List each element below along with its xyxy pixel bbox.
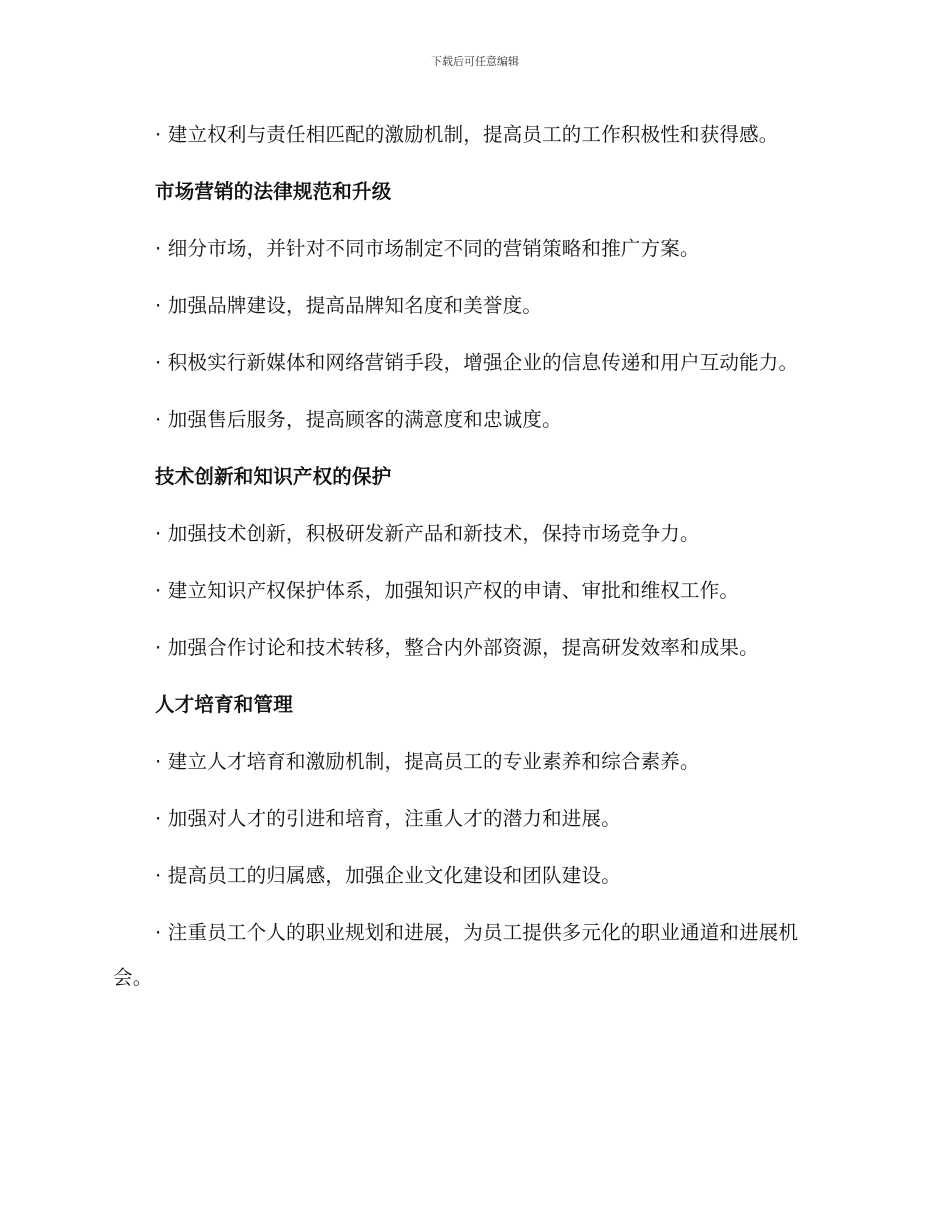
bullet-paragraph: · 加强品牌建设，提高品牌知名度和美誉度。 — [155, 294, 543, 317]
section-heading-talent: 人才培育和管理 — [155, 693, 293, 716]
section-heading-marketing: 市场营销的法律规范和升级 — [155, 180, 392, 203]
bullet-paragraph: · 细分市场，并针对不同市场制定不同的营销策略和推广方案。 — [155, 237, 700, 260]
bullet-paragraph: · 积极实行新媒体和网络营销手段，增强企业的信息传递和用户互动能力。 — [155, 351, 799, 374]
bullet-paragraph: · 加强对人才的引进和培育，注重人才的潜力和进展。 — [155, 807, 621, 830]
bullet-paragraph: · 加强合作讨论和技术转移，整合内外部资源，提高研发效率和成果。 — [155, 636, 759, 659]
bullet-paragraph: · 建立知识产权保护体系，加强知识产权的申请、审批和维权工作。 — [155, 579, 740, 602]
section-heading-technology: 技术创新和知识产权的保护 — [155, 465, 392, 488]
page-header-note: 下载后可任意编辑 — [431, 55, 519, 68]
bullet-paragraph: · 建立人才培育和激励机制，提高员工的专业素养和综合素养。 — [155, 750, 700, 773]
bullet-paragraph: · 注重员工个人的职业规划和进展，为员工提供多元化的职业通道和进展机会。 — [113, 921, 799, 989]
bullet-paragraph: · 加强售后服务，提高顾客的满意度和忠诚度。 — [155, 408, 562, 431]
bullet-paragraph: · 加强技术创新，积极研发新产品和新技术，保持市场竞争力。 — [155, 522, 700, 545]
bullet-paragraph: · 建立权利与责任相匹配的激励机制，提高员工的工作积极性和获得感。 — [155, 123, 779, 146]
bullet-paragraph: · 提高员工的归属感，加强企业文化建设和团队建设。 — [155, 864, 621, 887]
document-body — [113, 112, 825, 1012]
